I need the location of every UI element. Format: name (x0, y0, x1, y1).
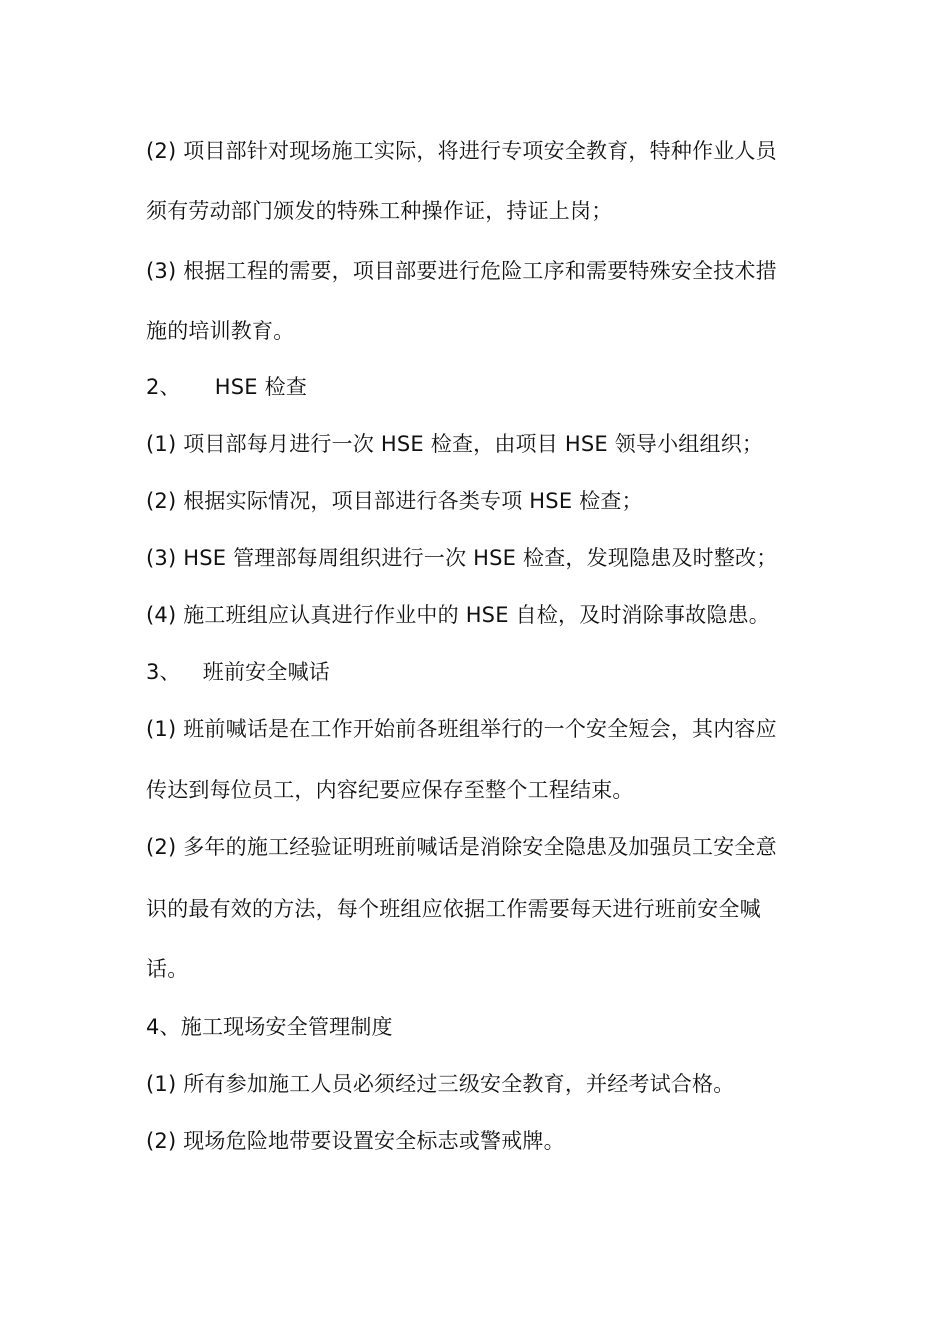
paragraph-line: (3) 根据工程的需要，项目部要进行危险工序和需要特殊安全技术措 (146, 259, 777, 283)
section-heading: 4、施工现场安全管理制度 (146, 1015, 393, 1039)
section-heading (146, 373, 826, 401)
paragraph-line: (1) 项目部每月进行一次 HSE 检查，由项目 HSE 领导小组组织； (146, 432, 764, 456)
paragraph-line: (4) 施工班组应认真进行作业中的 HSE 自检，及时消除事故隐患。 (146, 603, 770, 627)
paragraph-line: (3) HSE 管理部每周组织进行一次 HSE 检查，发现隐患及时整改； (146, 546, 778, 570)
paragraph-line: (2) 项目部针对现场施工实际，将进行专项安全教育，特种作业人员 (146, 139, 777, 163)
paragraph-line: (2) 根据实际情况，项目部进行各类专项 HSE 检查； (146, 489, 643, 513)
section-number: 2、 (146, 375, 181, 399)
paragraph-line: 施的培训教育。 (146, 319, 295, 343)
section-title: HSE 检查 (214, 375, 308, 399)
paragraph-line: (2) 多年的施工经验证明班前喊话是消除安全隐患及加强员工安全意 (146, 835, 777, 859)
paragraph-line: 传达到每位员工，内容纪要应保存至整个工程结束。 (146, 778, 634, 802)
paragraph-line: 话。 (146, 957, 189, 981)
section-title: 班前安全喊话 (202, 660, 330, 684)
section-heading (146, 658, 826, 686)
paragraph-line: 识的最有效的方法，每个班组应依据工作需要每天进行班前安全喊 (146, 897, 761, 921)
paragraph-line: 须有劳动部门颁发的特殊工种操作证，持证上岗； (146, 199, 613, 223)
section-number: 3、 (146, 660, 181, 684)
paragraph-line: (1) 班前喊话是在工作开始前各班组举行的一个安全短会，其内容应 (146, 717, 777, 741)
paragraph-line: (2) 现场危险地带要设置安全标志或警戒牌。 (146, 1129, 565, 1153)
paragraph-line: (1) 所有参加施工人员必须经过三级安全教育，并经考试合格。 (146, 1072, 735, 1096)
